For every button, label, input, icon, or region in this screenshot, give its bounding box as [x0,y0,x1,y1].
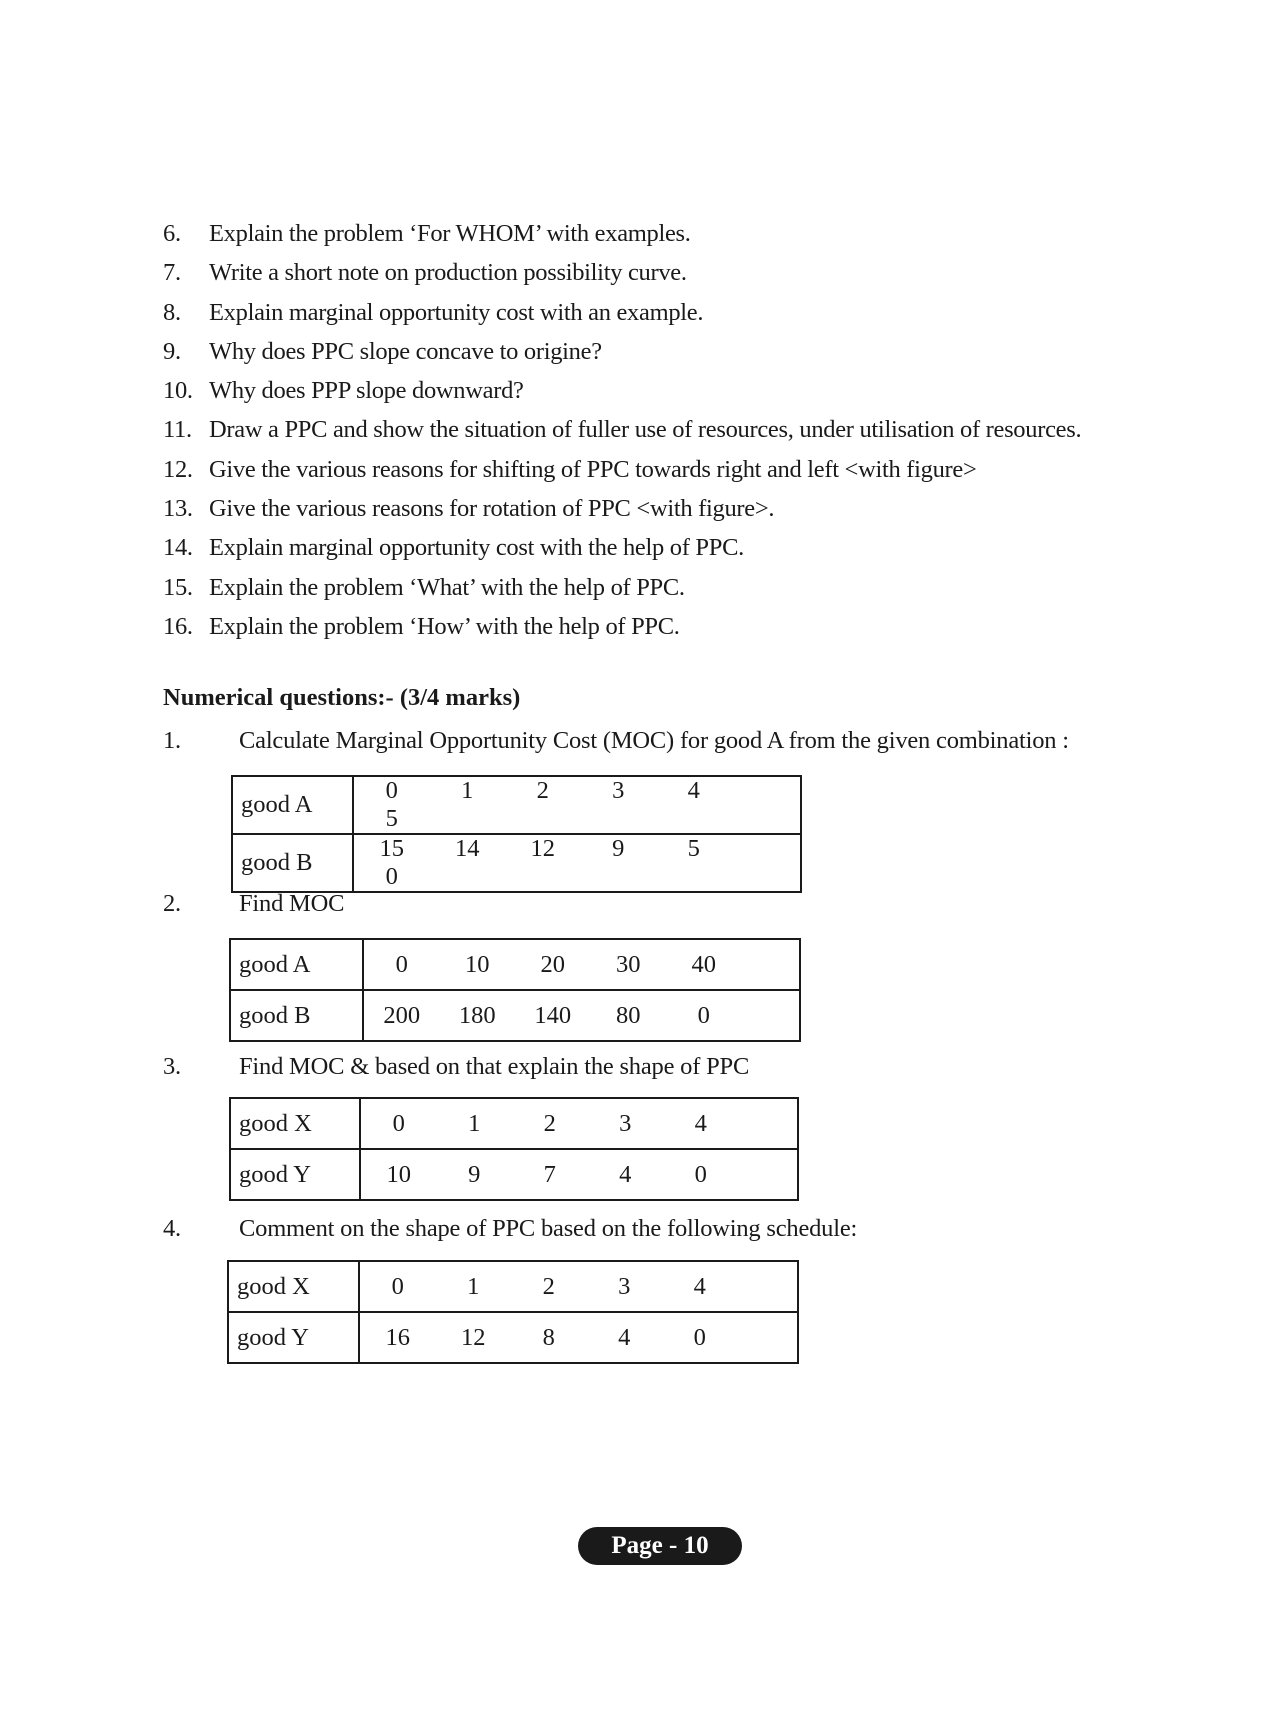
table-row [230,990,800,1041]
table-cell: 180 [458,1001,496,1029]
table-cell: 2 [542,1272,555,1300]
table-row [230,1149,798,1200]
question-number: 14. [163,534,193,562]
problem-text: Find MOC [239,890,345,917]
row-values [359,1261,798,1312]
table-cell: 0 [697,1001,710,1029]
table-cell: 9 [612,835,625,862]
list-item [163,253,1163,292]
row-label: good Y [230,1149,360,1200]
table-cell: 3 [618,1272,631,1300]
row-label: good B [232,834,353,892]
table-cell: 0 [385,863,398,890]
question-text: Draw a PPC and show the situation of fuller use of resources, under utilisation of resources. [209,416,1082,444]
question-text: Explain marginal opportunity cost with the help of PPC. [209,534,744,562]
table-cell: 3 [612,777,625,804]
table-cell: 10 [465,950,490,978]
list-item [163,607,1163,646]
table-row [232,834,801,892]
problem-number: 1. [163,727,181,754]
table-cell: 0 [694,1160,707,1188]
schedule-table-4 [227,1260,799,1364]
table-cell: 30 [616,950,641,978]
table-cell: 5 [687,835,700,862]
table-cell: 1 [467,1272,480,1300]
question-text: Explain the problem ‘How’ with the help of PPC. [209,612,680,640]
table-cell: 10 [386,1160,411,1188]
table-cell: 12 [530,835,555,862]
table-cell: 2 [536,777,549,804]
table-cell: 4 [693,1272,706,1300]
table-cell: 40 [691,950,716,978]
table-cell: 4 [618,1323,631,1351]
table-cell: 15 [379,835,404,862]
problem-text: Find MOC & based on that explain the shape of PPC [239,1053,750,1080]
question-number: 10. [163,377,193,405]
table-cell: 0 [385,777,398,804]
question-text: Why does PPC slope concave to origine? [209,337,602,365]
table-cell: 7 [543,1160,556,1188]
table-cell: 16 [385,1323,410,1351]
table-cell: 4 [687,777,700,804]
table-row [230,1098,798,1149]
question-text: Why does PPP slope downward? [209,377,524,405]
table-cell: 9 [468,1160,481,1188]
question-text: Write a short note on production possibility curve. [209,259,687,287]
table-cell: 80 [616,1001,641,1029]
row-values [360,1149,798,1200]
list-item [163,214,1163,253]
page-number-badge: Page - 10 [578,1527,742,1565]
table-cell: 200 [383,1001,421,1029]
table-cell: 4 [694,1109,707,1137]
list-item [163,293,1163,332]
problem-number: 2. [163,890,181,917]
table-cell: 0 [693,1323,706,1351]
table-cell: 0 [395,950,408,978]
table-row [230,939,800,990]
question-text: Give the various reasons for shifting of PPC towards right and left <with figure> [209,455,977,483]
table-cell: 14 [455,835,480,862]
problem-number: 4. [163,1215,181,1242]
row-values [353,834,801,892]
table-cell: 2 [543,1109,556,1137]
row-label: good B [230,990,363,1041]
question-number: 13. [163,495,193,523]
row-label: good X [228,1261,359,1312]
schedule-table-1 [231,775,802,893]
row-label: good X [230,1098,360,1149]
question-text: Explain the problem ‘For WHOM’ with examples. [209,220,691,247]
question-number: 16. [163,612,193,640]
table-cell: 1 [468,1109,481,1137]
table-row [228,1312,798,1363]
table-cell: 4 [619,1160,632,1188]
row-values [359,1312,798,1363]
question-number: 12. [163,455,193,483]
list-item [163,410,1163,449]
table-cell: 5 [385,805,398,832]
table-cell: 140 [534,1001,572,1029]
row-values [363,939,800,990]
question-text: Explain marginal opportunity cost with an example. [209,298,704,326]
problem-text: Comment on the shape of PPC based on the following schedule: [239,1215,858,1242]
problem-number: 3. [163,1053,181,1080]
schedule-table-2 [229,938,801,1042]
question-number: 11. [163,416,192,444]
row-values [363,990,800,1041]
row-label: good A [232,776,353,834]
question-text: Explain the problem ‘What’ with the help of PPC. [209,573,685,601]
question-list [163,214,1163,646]
table-cell: 20 [540,950,565,978]
table-row [228,1261,798,1312]
table-cell: 8 [542,1323,555,1351]
list-item [163,528,1163,567]
table-cell: 0 [391,1272,404,1300]
list-item [163,332,1163,371]
row-label: good A [230,939,363,990]
section-heading: Numerical questions:- (3/4 marks) [163,684,521,711]
question-number: 8. [163,298,181,326]
row-label: good Y [228,1312,359,1363]
list-item [163,371,1163,410]
table-cell: 3 [619,1109,632,1137]
table-row [232,776,801,834]
question-number: 15. [163,573,193,601]
question-number: 7. [163,259,181,287]
list-item [163,568,1163,607]
table-cell: 0 [392,1109,405,1137]
problem-text: Calculate Marginal Opportunity Cost (MOC) for good A from the given combination : [239,727,1069,754]
list-item [163,489,1163,528]
table-cell: 12 [461,1323,486,1351]
question-text: Give the various reasons for rotation of PPC <with figure>. [209,495,775,523]
question-number: 9. [163,337,181,365]
schedule-table-3 [229,1097,799,1201]
list-item [163,450,1163,489]
question-number: 6. [163,220,181,247]
row-values [353,776,801,834]
row-values [360,1098,798,1149]
table-cell: 1 [461,777,474,804]
